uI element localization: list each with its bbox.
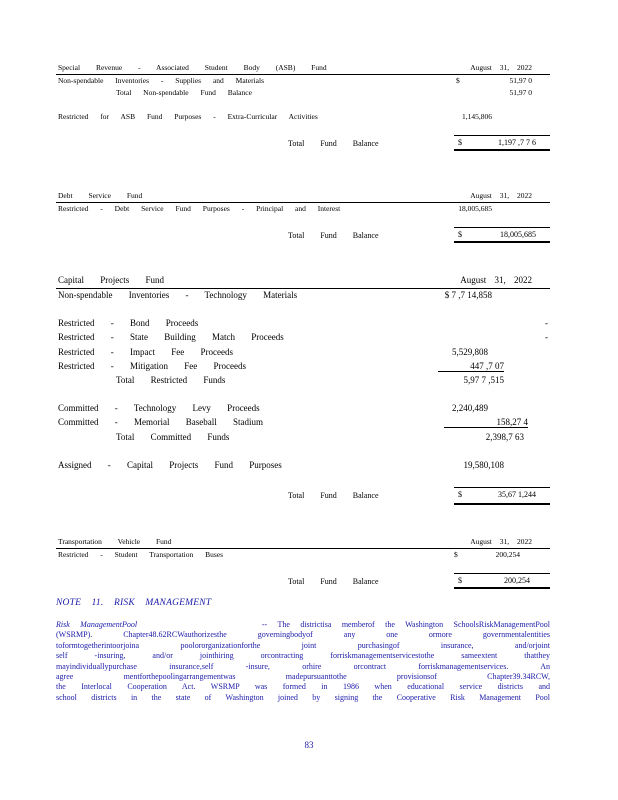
- row-amount: 158,27 4: [444, 417, 528, 428]
- total-label: Total Fund Balance: [288, 231, 379, 240]
- transportation-header: [56, 536, 550, 549]
- row-label: Total Committed Funds: [116, 431, 230, 442]
- row-amount: 51,97 0: [509, 76, 532, 85]
- row-amount: 51,97 0: [509, 88, 532, 97]
- row-amount: 447 ,7 07: [438, 361, 504, 372]
- asb-fund-section: [56, 62, 550, 153]
- row-amount: $ 7 ,7 14,858: [444, 290, 492, 300]
- transport-row-restricted: [56, 549, 550, 561]
- asb-row-nonspendable: [56, 75, 550, 87]
- capital-row-bond: [56, 317, 550, 331]
- row-amount: 5,97 7 ,515: [463, 374, 504, 385]
- row-amount: 1,145,806: [462, 112, 492, 121]
- total-amount: 1,197 ,7 7 6: [498, 138, 536, 147]
- paragraph-line-7: the Interlocal Cooperation Act. WSRMP was formed in 1986 when educational service districts and: [56, 682, 550, 692]
- paragraph-line-3: toformtogetherintoorjoina poolororganizationforthe joint purchasingof insurance, and/orjoint: [56, 640, 550, 650]
- paragraph-line-8: school districts in the state of Washington joined by signing the Cooperative Risk Management Pool: [56, 692, 550, 702]
- dollar-sign: $: [456, 76, 460, 85]
- dollar-sign: $: [458, 230, 462, 239]
- note-title: NOTE 11. RISK MANAGEMENT: [56, 598, 212, 608]
- row-amount: 18,005,685: [458, 204, 492, 213]
- debt-service-section: [56, 190, 550, 245]
- capital-projects-header-date: August 31, 2022: [460, 275, 532, 285]
- capital-row-baseball-stadium: [56, 416, 550, 430]
- paragraph-line-5: mayindividuallypurchase insurance,self -insure, orhire orcontract forriskmanagementservices. An: [56, 661, 550, 671]
- asb-total-box: [454, 135, 550, 151]
- capital-row-nonspendable: [56, 289, 550, 303]
- debt-row-restricted: [56, 203, 550, 215]
- asb-fund-header-date: August 31, 2022: [470, 63, 532, 72]
- capital-projects-section: [56, 274, 550, 507]
- paragraph-lead: Risk ManagementPool: [56, 620, 138, 629]
- row-label: Total Non-spendable Fund Balance: [116, 88, 252, 97]
- paragraph-line-2: (WSRMP). Chapter48.62RCWauthorizesthe governingbodyof any one ormore governmentalentities: [56, 630, 550, 640]
- row-label: Committed - Memorial Baseball Stadium: [58, 417, 263, 428]
- row-label: Restricted - Impact Fee Proceeds: [58, 346, 233, 357]
- paragraph-text: -- The districtisa memberof the Washington SchoolsRiskManagementPool: [261, 620, 550, 629]
- dollar-sign: $: [458, 576, 462, 585]
- row-amount: 200,254: [495, 550, 520, 559]
- row-amount: -: [545, 318, 548, 329]
- debt-service-header-label: Debt Service Fund: [58, 191, 143, 200]
- row-amount: 2,240,489: [452, 403, 488, 414]
- row-label: Restricted - State Building Match Proceeds: [58, 332, 284, 343]
- total-amount: 18,005,685: [500, 230, 536, 239]
- row-amount: 19,580,108: [463, 459, 504, 470]
- asb-fund-header-label: Special Revenue - Associated Student Body (ASB) Fund: [58, 63, 327, 72]
- capital-row-assigned: [56, 459, 550, 473]
- transport-total-box: [454, 573, 550, 589]
- asb-total-line: [56, 135, 550, 153]
- row-label: Restricted - Bond Proceeds: [58, 318, 199, 329]
- dollar-sign: $: [454, 550, 458, 559]
- total-label: Total Fund Balance: [288, 577, 379, 586]
- paragraph-line-4: self -insuring, and/or jointhiring orcontracting forriskmanagementservicestothe sameextent thatthey: [56, 651, 550, 661]
- debt-service-header-date: August 31, 2022: [470, 191, 532, 200]
- transport-total-line: [56, 573, 550, 591]
- note-paragraph: [56, 620, 550, 703]
- paragraph-line-6: agree mentforthepoolingarrangementwas madepursuanttothe provisionsof Chapter39.34RCW,: [56, 672, 550, 682]
- capital-row-total-committed: [56, 431, 550, 445]
- debt-total-box: [454, 227, 550, 243]
- row-amount: 5,529,808: [452, 346, 488, 357]
- paragraph-line-1: [56, 620, 550, 630]
- capital-projects-header-label: Capital Projects Fund: [58, 275, 164, 285]
- total-amount: 35,67 1,244: [498, 489, 536, 499]
- capital-total-line: [56, 487, 550, 507]
- dollar-sign: $: [458, 138, 462, 147]
- transportation-section: [56, 536, 550, 591]
- row-label: Assigned - Capital Projects Fund Purposes: [58, 459, 282, 470]
- capital-row-technology-levy: [56, 402, 550, 416]
- debt-service-header: [56, 190, 550, 203]
- capital-row-total-restricted: [56, 374, 550, 388]
- row-label: Non-spendable Inventories - Supplies and Materials: [58, 76, 265, 85]
- row-label: Non-spendable Inventories - Technology Materials: [58, 290, 298, 300]
- transportation-header-date: August 31, 2022: [470, 537, 532, 546]
- row-label: Committed - Technology Levy Proceeds: [58, 403, 260, 414]
- capital-row-state-building: [56, 331, 550, 345]
- capital-total-box: [454, 487, 550, 505]
- row-label: Restricted for ASB Fund Purposes - Extra-Curricular Activities: [58, 112, 318, 121]
- total-amount: 200,254: [504, 576, 530, 585]
- capital-projects-header: [56, 274, 550, 289]
- row-label: Restricted - Mitigation Fee Proceeds: [58, 360, 246, 371]
- debt-total-line: [56, 227, 550, 245]
- asb-row-total-nonspendable: [56, 87, 550, 99]
- asb-fund-header: [56, 62, 550, 75]
- row-amount: -: [545, 332, 548, 343]
- transportation-header-label: Transportation Vehicle Fund: [58, 537, 172, 546]
- capital-row-mitigation-fee: [56, 360, 550, 374]
- row-label: Restricted - Debt Service Fund Purposes - Principal and Interest: [58, 204, 341, 213]
- dollar-sign: $: [458, 489, 462, 499]
- total-label: Total Fund Balance: [288, 139, 379, 148]
- asb-row-restricted: [56, 111, 550, 123]
- row-label: Restricted - Student Transportation Buses: [58, 550, 223, 559]
- total-label: Total Fund Balance: [288, 490, 379, 500]
- row-amount: 2,398,7 63: [485, 431, 524, 442]
- row-label: Total Restricted Funds: [116, 374, 226, 385]
- capital-row-impact-fee: [56, 346, 550, 360]
- page-number: 83: [304, 740, 314, 750]
